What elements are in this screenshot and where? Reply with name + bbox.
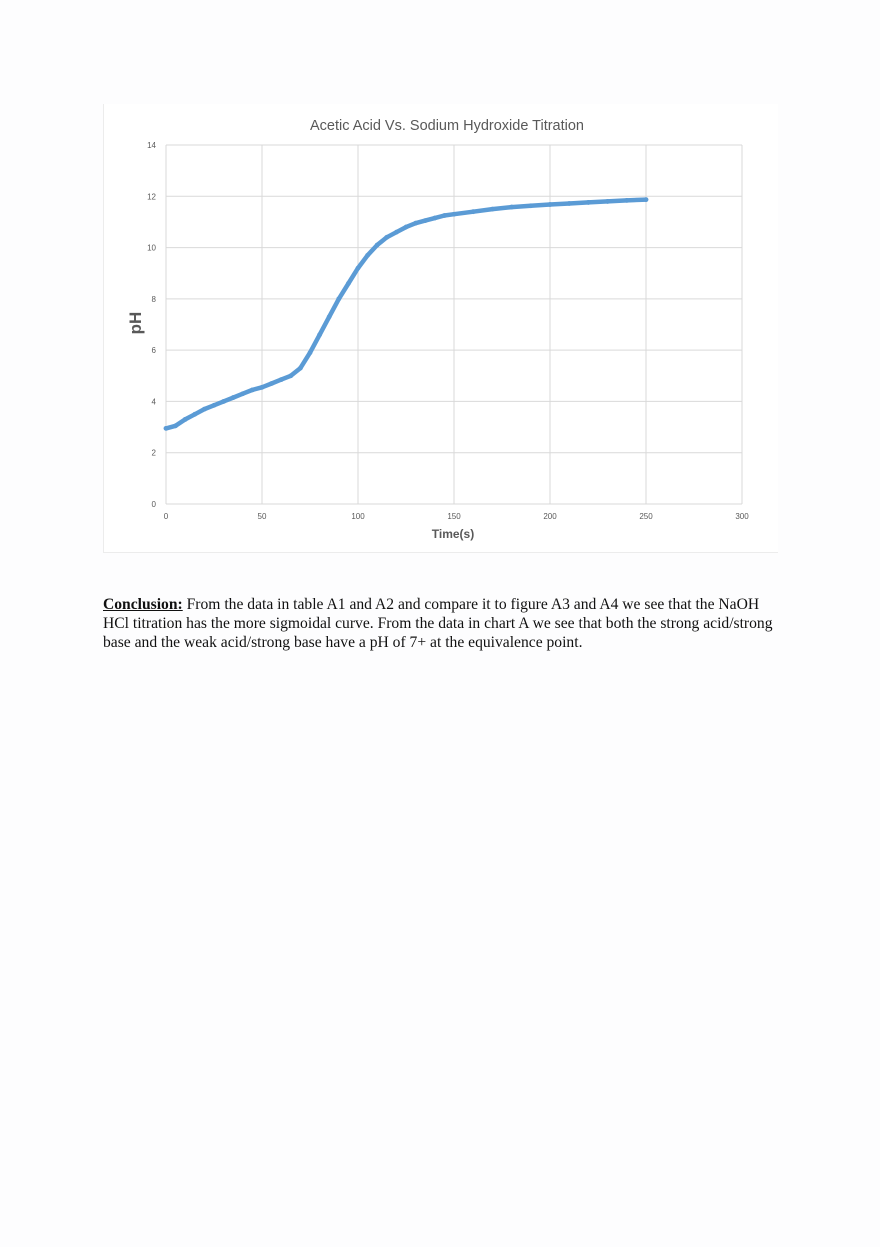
y-axis-ticks (147, 141, 156, 509)
data-point (260, 385, 265, 390)
x-axis-label: Time(s) (431, 527, 475, 541)
y-tick-label: 4 (151, 397, 156, 407)
gridlines (166, 145, 742, 504)
data-point (308, 350, 313, 355)
data-point (442, 213, 447, 218)
data-point (375, 243, 380, 248)
y-tick-label: 12 (147, 192, 156, 202)
data-point (327, 314, 332, 319)
x-tick-label: 150 (447, 512, 461, 521)
y-tick-label: 2 (151, 448, 156, 458)
data-point (432, 216, 437, 221)
x-tick-label: 0 (163, 512, 169, 521)
y-tick-label: 14 (147, 141, 156, 150)
data-point (336, 296, 341, 301)
data-point (288, 373, 293, 378)
data-point (356, 266, 361, 271)
conclusion-label: Conclusion: (103, 596, 183, 613)
x-tick-label: 300 (735, 512, 749, 521)
data-point (240, 391, 245, 396)
data-point (212, 403, 217, 408)
y-tick-label: 6 (151, 346, 156, 356)
data-point (279, 377, 284, 382)
y-tick-label: 0 (151, 500, 156, 509)
data-point (528, 203, 533, 208)
x-tick-label: 50 (257, 512, 267, 521)
data-point (404, 225, 409, 230)
conclusion-text: From the data in table A1 and A2 and compare it to figure A3 and A4 we see that the NaOH HCl titration has the more sigmoidal curve. From the data in chart A we see that both the strong acid/strong base and the weak acid/strong base have a pH of 7+ at the equivalence point. (103, 596, 773, 651)
data-point (202, 407, 207, 412)
titration-chart (103, 104, 778, 553)
data-point (269, 381, 274, 386)
y-tick-label: 8 (151, 294, 156, 304)
data-point (164, 426, 169, 431)
x-tick-label: 250 (639, 512, 653, 521)
data-point (605, 199, 610, 204)
conclusion-paragraph (103, 595, 783, 652)
data-point (586, 200, 591, 205)
y-tick-label: 10 (147, 243, 156, 253)
y-axis-label: pH (126, 311, 145, 335)
data-point (183, 417, 188, 422)
chart-svg (104, 104, 778, 552)
x-tick-label: 100 (351, 512, 365, 521)
data-point (423, 218, 428, 223)
data-point (624, 198, 629, 203)
data-point (250, 387, 255, 392)
data-point (298, 366, 303, 371)
series-layer (164, 197, 649, 431)
data-point (394, 230, 399, 235)
data-point (567, 201, 572, 206)
x-axis-ticks (164, 512, 749, 521)
data-point (346, 281, 351, 286)
data-point (192, 412, 197, 417)
data-point (548, 202, 553, 207)
data-point (221, 399, 226, 404)
data-point (644, 197, 649, 202)
data-point (231, 395, 236, 400)
data-point (317, 332, 322, 337)
x-tick-label: 200 (543, 512, 557, 521)
data-point (173, 423, 178, 428)
data-point (365, 253, 370, 258)
data-point (413, 221, 418, 226)
data-point (490, 207, 495, 212)
data-point (509, 205, 514, 210)
data-point (384, 235, 389, 240)
data-point (452, 212, 457, 217)
data-point (471, 209, 476, 214)
series-line (166, 200, 646, 429)
chart-title: Acetic Acid Vs. Sodium Hydroxide Titration (309, 118, 585, 134)
